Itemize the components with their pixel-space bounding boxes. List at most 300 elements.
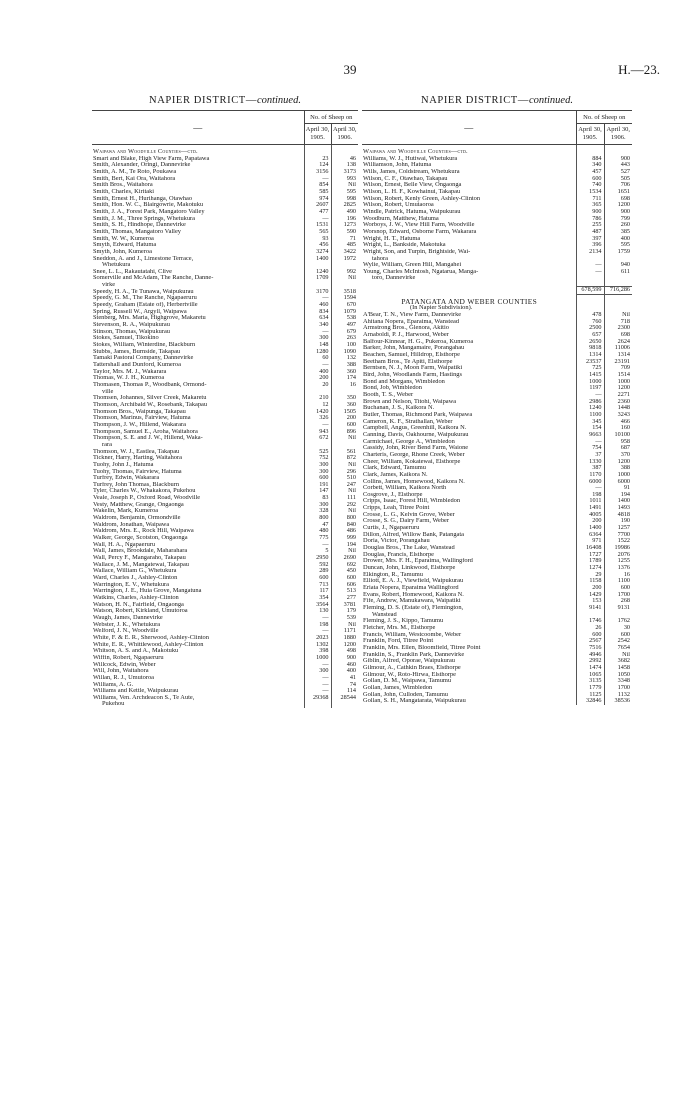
left-table-row <box>92 295 358 302</box>
right-table-row <box>362 269 632 276</box>
entry-name: Williams, Ven. Archdeacon S., Te Aute, <box>93 694 195 701</box>
sheep-1906 <box>331 262 358 269</box>
entry-name: Snee, L. L., Rakautatahi, Clive <box>93 268 172 275</box>
sheep-1906: 200 <box>331 415 358 422</box>
right-table-row <box>362 299 632 306</box>
sheep-1905: 60 <box>304 355 331 362</box>
entry-name: Stubbs, James, Burnside, Takapau <box>93 348 181 355</box>
sheep-1906: 1257 <box>604 525 632 532</box>
entry-name: Cripps, Isaac, Forest Hill, Wimbledon <box>363 498 461 505</box>
entry-name: Thomson, W. J., Eastlea, Takapau <box>93 448 180 455</box>
sheep-1906: 16 <box>331 382 358 389</box>
left-table-row <box>92 309 358 316</box>
sheep-1906: 114 <box>331 688 358 695</box>
entry-name: Turfrey, Edwin, Wakarara <box>93 475 160 482</box>
sheep-1905: 23537 <box>576 359 604 366</box>
entry-name: Elkington, R., Tamumu <box>363 571 423 578</box>
sheep-1906: 993 <box>331 176 358 183</box>
entry-name: Gollan, D. M., Waipawa, Tamumu <box>363 678 452 685</box>
sheep-1906 <box>331 442 358 449</box>
entry-name: Turfrey, John Thomas, Blackburn <box>93 481 180 488</box>
sheep-1906: 9131 <box>604 605 632 612</box>
right-header-sheep-label: No. of Sheep on <box>576 111 632 124</box>
sheep-1906: 670 <box>331 302 358 309</box>
sheep-1906: 1493 <box>604 505 632 512</box>
entry-name: Pukehou <box>102 701 125 708</box>
sheep-1906: 400 <box>604 236 632 243</box>
left-table-row <box>92 402 358 409</box>
entry-name: Watson, Robert, Kirkland, Umutoroa <box>93 608 188 615</box>
sheep-1905: 900 <box>576 209 604 216</box>
sheep-1905: 5 <box>304 548 331 555</box>
sheep-1905: 2986 <box>576 399 604 406</box>
sheep-1905: 326 <box>304 415 331 422</box>
right-table-row <box>362 156 632 163</box>
entry-name: Armstrong Bros., Glenora, Akitio <box>363 325 449 332</box>
right-table-row <box>362 196 632 203</box>
entry-name: Worboys, J. W., View Hill Farm, Woodville <box>363 222 475 229</box>
entry-name: rara <box>102 441 112 448</box>
left-table-row <box>92 355 358 362</box>
right-table-row <box>362 359 632 366</box>
sheep-1906: 999 <box>331 535 358 542</box>
sheep-1905: 300 <box>304 462 331 469</box>
sheep-1905: — <box>304 216 331 223</box>
entry-name: Waldrom, Mrs. E., Rock Hill, Waipawa <box>93 528 194 535</box>
entry-name: Vesty, Matthew, Grange, Ongaonga <box>93 501 184 508</box>
right-table-row <box>362 485 632 492</box>
sheep-1905: 971 <box>576 538 604 545</box>
left-table-row <box>92 415 358 422</box>
entry-name: Brown and Nelson, Titohi, Waipawa <box>363 398 457 405</box>
entry-name: Whetukura <box>102 262 131 269</box>
left-table-row <box>92 502 358 509</box>
entry-name: Wills, James, Coldstream, Whetukura <box>363 168 460 175</box>
sheep-1905: 20 <box>304 382 331 389</box>
sheep-1905: 1302 <box>304 642 331 649</box>
left-table-row <box>92 575 358 582</box>
sheep-1905: 600 <box>304 475 331 482</box>
entry-name: Watkins, Charles, Ashley-Clinton <box>93 594 179 601</box>
sheep-1905: 365 <box>576 202 604 209</box>
sheep-1906: Nil <box>331 508 358 515</box>
entry-name: Tyler, Charles W., Whakakora, Pukehou <box>93 488 196 495</box>
sheep-1906: 388 <box>331 362 358 369</box>
entry-name: Cheer, William, Kokatewai, Elsthorpe <box>363 458 461 465</box>
sheep-1906: 505 <box>604 176 632 183</box>
sheep-1905: 9818 <box>576 345 604 352</box>
sheep-1905: 760 <box>576 319 604 326</box>
right-table-row <box>362 452 632 459</box>
right-table-row <box>362 275 632 282</box>
sheep-1905: 1065 <box>576 672 604 679</box>
entry-name: Campbell, Angus, Greenhill, Kaikora N. <box>363 425 467 432</box>
entry-name: Spring, Russell W., Argyll, Waipawa <box>93 308 187 315</box>
sheep-1905: 1429 <box>576 592 604 599</box>
sheep-1905: 200 <box>576 518 604 525</box>
sheep-1906: 1651 <box>604 189 632 196</box>
left-table-row <box>92 349 358 356</box>
entry-name: Collins, James, Homewood, Kaikora N. <box>363 478 465 485</box>
entry-name: Welford, J. N., Woodville <box>93 628 159 635</box>
sheep-1905: 16408 <box>576 545 604 552</box>
left-table-row <box>92 701 358 708</box>
sheep-1906: 3518 <box>331 289 358 296</box>
entry-name: White, F. & E. R., Sherwood, Ashley-Clinton <box>93 634 209 641</box>
left-table-row <box>92 182 358 189</box>
sheep-1905: 711 <box>576 196 604 203</box>
sheep-1906 <box>604 305 632 312</box>
right-table-row <box>362 518 632 525</box>
sheep-1905: 117 <box>304 588 331 595</box>
sheep-1906: 1314 <box>604 352 632 359</box>
entry-name: Tamaki Pastoral Company, Dannevirke <box>93 355 194 362</box>
sheep-1906: 360 <box>331 369 358 376</box>
sheep-1906: 292 <box>331 502 358 509</box>
sheep-1906: 400 <box>331 668 358 675</box>
sheep-1905: 775 <box>304 535 331 542</box>
sheep-1906: 2360 <box>604 399 632 406</box>
entry-name: Cassidy, John, River Bend Farm, Waione <box>363 445 469 452</box>
sheep-1905: 1531 <box>304 222 331 229</box>
sheep-1905 <box>304 262 331 269</box>
entry-name: Smith, Alexander, Oringi, Dannevirke <box>93 162 191 169</box>
sheep-1905: 1534 <box>576 189 604 196</box>
entry-name: Gollan, S. H., Mangatarata, Waipukurau <box>363 698 466 705</box>
entry-name: Francis, William, Westcoombe, Weber <box>363 631 462 638</box>
sheep-1906: 1505 <box>331 409 358 416</box>
sheep-1906 <box>331 701 358 708</box>
entry-name: Sneddon, A. and J., Limestone Terrace, <box>93 255 194 262</box>
entry-name: Thompson, S. E. and J. W., Hillend, Waka- <box>93 435 203 442</box>
sheep-1906: 709 <box>604 365 632 372</box>
right-table-row <box>362 512 632 519</box>
sheep-1906: 138 <box>331 162 358 169</box>
sheep-1906: Nil <box>331 548 358 555</box>
left-header-1906: April 30, 1906. <box>331 124 358 145</box>
sheep-1906: 277 <box>331 595 358 602</box>
entry-name: Tattershall and Dunford, Kumeroa <box>93 362 181 368</box>
sheep-1905: 585 <box>304 189 331 196</box>
left-table-row <box>92 495 358 502</box>
entry-name: Taylor, Mrs. M. J., Wakarara <box>93 368 167 375</box>
left-table-row <box>92 256 358 263</box>
sheep-1905: 255 <box>576 222 604 229</box>
entry-name: Williamson, John, Hatuma <box>363 162 432 169</box>
sheep-1906: 998 <box>331 196 358 203</box>
sheep-1905: 752 <box>304 455 331 462</box>
sheep-1906: 260 <box>604 222 632 229</box>
sheep-1905: 300 <box>304 335 331 342</box>
entry-name: Wright, Son, and Turpin, Brightside, Wai- <box>363 248 471 255</box>
entry-name: Gilmour, W., Roto-Hirwa, Elsthorpe <box>363 671 456 678</box>
entry-name: Evans, Robert, Homewood, Kaikora N. <box>363 591 464 598</box>
entry-name: Willcock, Edwin, Weber <box>93 661 156 668</box>
left-header-dash: — <box>92 111 304 145</box>
left-table-row <box>92 462 358 469</box>
sheep-1905: 2500 <box>576 325 604 332</box>
sheep-1906: 1972 <box>331 256 358 263</box>
entry-name <box>362 287 576 295</box>
sheep-1906: 10100 <box>604 432 632 439</box>
sheep-1905: — <box>304 682 331 689</box>
sheep-1905: 1474 <box>576 665 604 672</box>
entry-name: Eriata Nopera, Eparaima Wallingford <box>363 585 459 591</box>
sheep-1906: 840 <box>331 522 358 529</box>
entry-name: ville <box>102 388 114 395</box>
entry-name: Beetham Bros., Te Apiti, Elsthorpe <box>363 358 453 365</box>
right-table-row <box>362 182 632 189</box>
left-table-row <box>92 615 358 622</box>
sheep-1905: 600 <box>304 575 331 582</box>
sheep-1906: 263 <box>331 335 358 342</box>
left-table-row <box>92 628 358 635</box>
right-table-row <box>362 242 632 249</box>
sheep-1905: 2023 <box>304 635 331 642</box>
entry-name: Beachen, Samuel, Hilldrop, Elsthorpe <box>363 352 460 359</box>
left-table-row <box>92 229 358 236</box>
sheep-1905: 1000 <box>576 379 604 386</box>
sheep-1906: 174 <box>331 375 358 382</box>
sheep-1906: 30 <box>604 625 632 632</box>
right-table-row <box>362 672 632 679</box>
entry-name: Thomsen, Johannes, Silver Creek, Makaretu <box>93 395 207 402</box>
sheep-1905: 3135 <box>576 678 604 685</box>
sheep-1906 <box>331 149 358 156</box>
entry-name: Wanstead <box>372 611 397 618</box>
sheep-1905: 460 <box>304 302 331 309</box>
entry-name: toro, Dannevirke <box>372 275 416 282</box>
entry-name: Drower, Mrs. F. H., Eparaima, Wallingford <box>363 558 473 565</box>
entry-name: Waipawa and Woodville Counties—ctd. <box>93 149 198 155</box>
left-table-row <box>92 289 358 296</box>
page-number: 39 <box>343 62 357 77</box>
right-table-row <box>362 236 632 243</box>
entry-name: Stevenson, R. A., Waipukurau <box>93 322 170 329</box>
sheep-1906 <box>331 389 358 396</box>
sheep-1905: — <box>304 329 331 336</box>
sheep-1906: 190 <box>604 518 632 525</box>
entry-name: Speedy, Graham (Estate of), Herbertville <box>93 302 198 309</box>
right-table-row <box>362 498 632 505</box>
sheep-1905: 1100 <box>576 412 604 419</box>
sheep-1905: 1240 <box>304 269 331 276</box>
entry-name: White, E. R., Whittlewood, Ashley-Clinton <box>93 641 204 648</box>
right-table-row <box>362 445 632 452</box>
entry-name: Thomasen, Thomas P., Woodbank, Ormond- <box>93 381 207 388</box>
entry-name: tahora <box>372 255 388 262</box>
sheep-1906: 611 <box>604 269 632 276</box>
sheep-1906: 2542 <box>604 638 632 645</box>
entry-name: Smith, Charles, Kiritaki <box>93 188 155 195</box>
sheep-1906: 74 <box>331 682 358 689</box>
left-header-1905: April 30, 1905. <box>304 124 331 145</box>
left-table-row <box>92 369 358 376</box>
sheep-1906: Nil <box>604 312 632 319</box>
sheep-1906: 11006 <box>604 345 632 352</box>
sheep-1906: 900 <box>604 156 632 163</box>
right-table-row <box>362 287 632 295</box>
sheep-1905: 93 <box>304 236 331 243</box>
entry-name: Elliott, E. A. J., Viewfield, Waipukurau <box>363 578 464 585</box>
left-column <box>92 92 358 708</box>
entry-name: Duncan, John, Linkwood, Elsthorpe <box>363 565 456 572</box>
sheep-1905: 200 <box>304 375 331 382</box>
sheep-1905 <box>576 299 604 306</box>
right-table-row <box>362 202 632 209</box>
sheep-1906: 1762 <box>604 618 632 625</box>
right-table-row <box>362 176 632 183</box>
right-table-row <box>362 412 632 419</box>
sheep-1906: 194 <box>604 492 632 499</box>
sheep-1906: 3173 <box>331 169 358 176</box>
left-table-row <box>92 695 358 702</box>
sheep-1906: 4818 <box>604 512 632 519</box>
left-table-row <box>92 555 358 562</box>
entry-name: Young, Charles McIntosh, Ngatarua, Manga- <box>363 268 479 275</box>
sheep-1905 <box>576 149 604 156</box>
right-table-row <box>362 209 632 216</box>
right-table-row <box>362 692 632 699</box>
sheep-1905: 565 <box>304 229 331 236</box>
right-table-row <box>362 465 632 472</box>
sheep-1905: 480 <box>304 528 331 535</box>
left-table-row <box>92 535 358 542</box>
sheep-1905: 1709 <box>304 275 331 282</box>
sheep-1905: 1727 <box>576 552 604 559</box>
sheep-1905: 124 <box>304 162 331 169</box>
left-table-row <box>92 482 358 489</box>
sheep-1905: 148 <box>304 342 331 349</box>
sheep-1906: 600 <box>604 585 632 592</box>
sheep-1905: 9663 <box>576 432 604 439</box>
sheep-1906: 799 <box>604 216 632 223</box>
entry-name: Smyth, John, Kumeroa <box>93 248 152 255</box>
entry-name: Corbett, William, Kaikora North <box>363 485 447 492</box>
sheep-1905: 289 <box>304 568 331 575</box>
left-table-row <box>92 655 358 662</box>
sheep-1906: 1000 <box>604 472 632 479</box>
sheep-1906: 1880 <box>331 635 358 642</box>
left-table-row <box>92 275 358 282</box>
entry-name: Wilson, C. F., Otawhao, Takapau <box>363 175 448 182</box>
entry-name: Bond, Job, Wimbledon <box>363 385 422 392</box>
sheep-1906: 38536 <box>604 698 632 705</box>
sheep-1906: 900 <box>604 209 632 216</box>
right-table-row <box>362 505 632 512</box>
right-table-row <box>362 162 632 169</box>
sheep-1905: — <box>576 269 604 276</box>
right-table-row <box>362 545 632 552</box>
left-table-row <box>92 522 358 529</box>
right-title-italic: continued. <box>528 95 573 106</box>
left-table-row <box>92 642 358 649</box>
sheep-1905: 29368 <box>304 695 331 702</box>
entry-name: Gollan, John, Culloden, Tamumu <box>363 691 448 698</box>
right-table-row <box>362 432 632 439</box>
right-table-row <box>362 645 632 652</box>
left-table-row <box>92 202 358 209</box>
sheep-1905: 678,599 <box>576 287 604 295</box>
sheep-1906: 1594 <box>331 295 358 302</box>
entry-name: Wakelin, Mark, Kumeroa <box>93 508 159 515</box>
right-table-row <box>362 325 632 332</box>
entry-name: Smith, J. A., Forest Park, Mangatoro Valley <box>93 208 205 215</box>
right-table-row <box>362 638 632 645</box>
sheep-1905: — <box>304 422 331 429</box>
entry-name: (In Napier Subdivision). <box>410 305 473 312</box>
sheep-1905: — <box>304 176 331 183</box>
entry-name: Smith, J. M., Three Springs, Whetukura <box>93 215 196 222</box>
sheep-1905: 32846 <box>576 698 604 705</box>
entry-name: Thompson, Samuel E., Aroha, Waitahora <box>93 428 198 435</box>
right-table-row <box>362 345 632 352</box>
sheep-1905: 3170 <box>304 289 331 296</box>
sheep-1905: 1400 <box>304 256 331 263</box>
right-table-row <box>362 525 632 532</box>
right-table-row <box>362 365 632 372</box>
sheep-1906 <box>604 612 632 619</box>
sheep-1905: 1197 <box>576 385 604 392</box>
entry-name: Barker, John, Mangamaire, Porangahau <box>363 345 465 352</box>
sheep-1906: 2624 <box>604 339 632 346</box>
sheep-1906: Nil <box>331 462 358 469</box>
sheep-1905: 487 <box>576 229 604 236</box>
sheep-1906: 1522 <box>604 538 632 545</box>
sheep-1905: 1125 <box>576 692 604 699</box>
sheep-1905: 354 <box>304 595 331 602</box>
sheep-1905: 1158 <box>576 578 604 585</box>
right-table-row <box>362 652 632 659</box>
sheep-1906: Nil <box>331 182 358 189</box>
sheep-1905: 657 <box>576 332 604 339</box>
right-table-row <box>362 678 632 685</box>
left-table-row <box>92 335 358 342</box>
sheep-1905: 1400 <box>576 525 604 532</box>
right-table-row <box>362 379 632 386</box>
entry-name: Will, John, Waitahora <box>93 668 149 675</box>
sheep-1906: 7654 <box>604 645 632 652</box>
right-table-row <box>362 305 632 312</box>
sheep-1905: 634 <box>304 315 331 322</box>
right-header-1905: April 30, 1905. <box>576 124 604 145</box>
sheep-1906: 23191 <box>604 359 632 366</box>
entry-name: Smith Bros., Waitahora <box>93 182 153 189</box>
left-table-row <box>92 189 358 196</box>
sheep-1906: 2825 <box>331 202 358 209</box>
sheep-1906: 370 <box>604 452 632 459</box>
sheep-1905: — <box>304 675 331 682</box>
sheep-1905: 2134 <box>576 249 604 256</box>
left-table-row <box>92 362 358 369</box>
sheep-1906: Nil <box>331 622 358 629</box>
sheep-1905: 1170 <box>576 472 604 479</box>
left-table-row <box>92 688 358 695</box>
sheep-1905: 3564 <box>304 602 331 609</box>
entry-name: Fletcher, Mrs. M., Elsthorpe <box>363 624 436 631</box>
sheep-1905: — <box>304 662 331 669</box>
entry-name: Bond and Morgans, Wimbledon <box>363 378 445 385</box>
right-table-row <box>362 405 632 412</box>
entry-name: Ward, Charles J., Ashley-Clinton <box>93 575 178 581</box>
right-table-row <box>362 605 632 612</box>
left-table-row <box>92 455 358 462</box>
sheep-1906: 1090 <box>331 349 358 356</box>
right-table-row <box>362 189 632 196</box>
left-header-sheep-label: No. of Sheep on <box>304 111 358 124</box>
entry-name: Wallace, J. M., Mangatewai, Takapau <box>93 561 189 568</box>
sheep-1905: 1011 <box>576 498 604 505</box>
